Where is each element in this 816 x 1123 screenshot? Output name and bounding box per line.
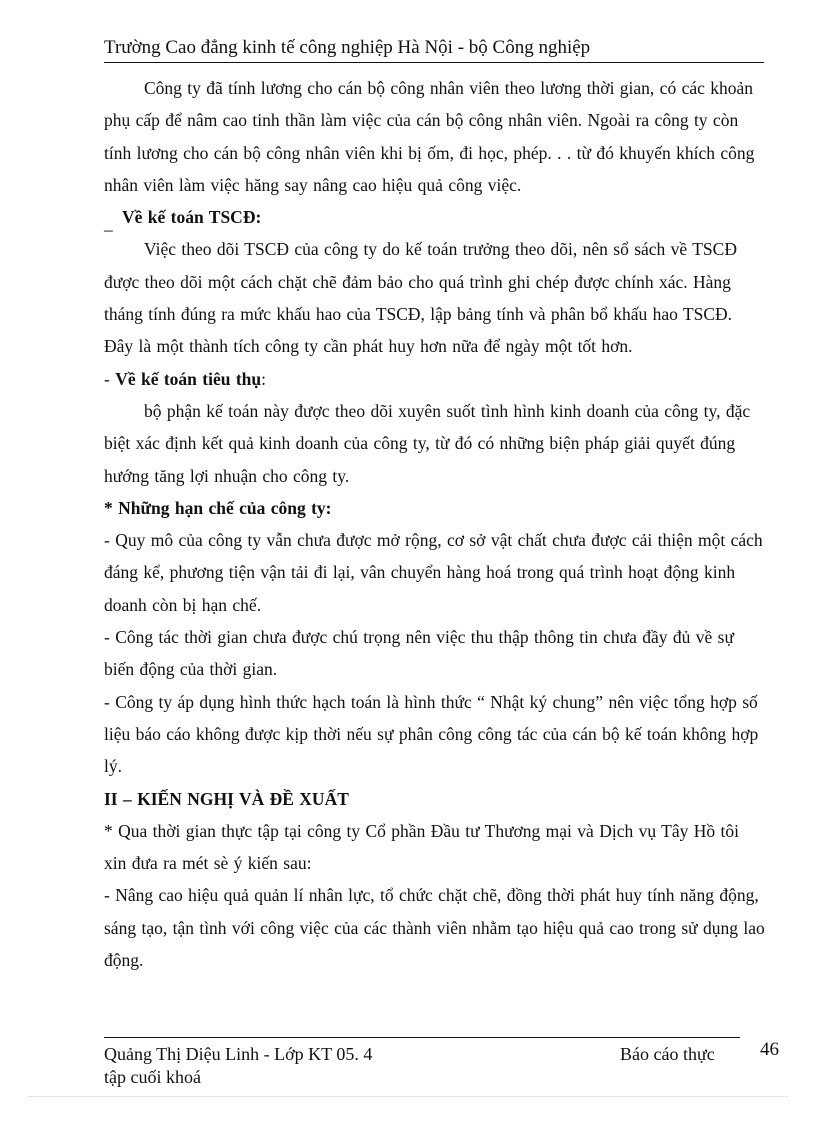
heading-fixed-assets-accounting	[104, 201, 766, 233]
document-body	[104, 72, 766, 976]
heading-recommendations: II – KIẾN NGHỊ VÀ ĐỀ XUẤT	[104, 788, 349, 809]
page-edge-divider	[28, 1096, 788, 1097]
heading-bullet: _	[104, 213, 113, 234]
paragraph-sales: bộ phận kế toán này được theo dõi xuyên suốt tình hình kinh doanh của công ty, đặc biệt xác định kết quả kinh doanh của công ty, từ đó có những biện pháp giải quyết đúng hướng tăng lợi nhuận cho công ty.	[104, 400, 751, 486]
paragraph-limitation-scale: - Quy mô của công ty vẫn chưa được mở rộng, cơ sở vật chất chưa được cải thiện một cách đáng kể, phương tiện vận tải đi lại, vân chuyển hàng hoá trong quá trình hoạt động kinh doanh còn bị hạn chế.	[104, 530, 763, 615]
page-number: 46	[760, 1039, 779, 1060]
heading-prefix: -	[104, 368, 116, 389]
footer-report-label: Báo cáo thực	[620, 1044, 715, 1064]
footer-author: Quảng Thị Diệu Linh - Lớp KT 05. 4	[104, 1044, 373, 1064]
heading-suffix: :	[261, 368, 267, 389]
paragraph-recommendation-hr: - Nâng cao hiệu quả quản lí nhân lực, tổ chức chặt chẽ, đồng thời phát huy tính năng động, sáng tạo, tận tình với công việc của các thành viên nhằm tạo hiệu quả cao trong sử dụng lao động.	[104, 885, 765, 971]
page-header: Trường Cao đẳng kinh tế công nghiệp Hà Nội - bộ Công nghiệp	[104, 36, 764, 63]
heading-text: Về kế toán tiêu thụ	[115, 368, 262, 389]
heading-text: Về kế toán TSCĐ:	[122, 207, 262, 228]
paragraph-limitation-time: - Công tác thời gian chưa được chú trọng nên việc thu thập thông tin chưa đầy đủ về sự biến động của thời gian.	[104, 627, 734, 680]
paragraph-salary: Công ty đã tính lương cho cán bộ công nhân viên theo lương thời gian, có các khoản phụ cấp để nâm cao tinh thần làm việc của cán bộ công nhân viên. Ngoài ra công ty còn tính lương cho cán bộ công nhân viên khi bị ốm, đi học, phép. . . từ đó khuyến khích công nhân viên làm việc hăng say nâng cao hiệu quả công việc.	[104, 78, 755, 195]
heading-limitations: * Những hạn chế của công ty:	[104, 497, 332, 518]
paragraph-limitation-journal: - Công ty áp dụng hình thức hạch toán là hình thức “ Nhật ký chung” nên việc tổng hợp số liệu báo cáo không được kịp thời nếu sự phân công công tác của cán bộ kế toán không hợp lý.	[104, 691, 759, 777]
footer-divider	[104, 1037, 740, 1038]
heading-sales-accounting	[104, 363, 766, 395]
paragraph-fixed-assets: Việc theo dõi TSCĐ của công ty do kế toán trưởng theo dõi, nên sổ sách về TSCĐ được theo dõi một cách chặt chẽ đảm bảo cho quá trình ghi chép được chính xác. Hàng tháng tính đúng ra mức khấu hao của TSCĐ, lập bảng tính và phân bổ khấu hao TSCĐ. Đây là một thành tích công ty cần phát huy hơn nữa để ngày một tốt hơn.	[104, 239, 737, 357]
paragraph-recommendation-intro: * Qua thời gian thực tập tại công ty Cổ phần Đầu tư Thương mại và Dịch vụ Tây Hồ tôi xin đưa ra mét sè ý kiến sau:	[104, 820, 739, 874]
footer-report-label-continued: tập cuối khoá	[104, 1067, 201, 1087]
